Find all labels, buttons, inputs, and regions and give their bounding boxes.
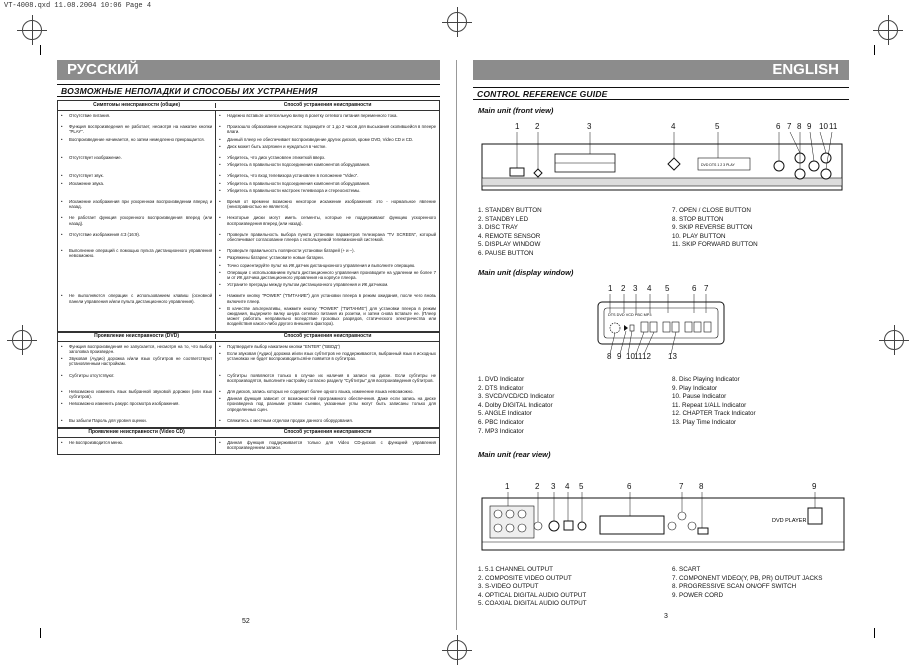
callout-number: 3 [633,284,638,293]
legend-item: 5. COAXIAL DIGITAL AUDIO OUTPUT [478,600,587,608]
rear-legend-left [478,566,587,609]
control-reference-title: CONTROL REFERENCE GUIDE [473,87,849,100]
legend-item: 6. SCART [672,566,701,573]
list-item: Невозможно изменить язык выбранной звуковой дорожки (или язык субтитров). [69,388,213,400]
legend-item: 4. REMOTE SENSOR [478,232,541,240]
legend-item: 2. COMPOSITE VIDEO OUTPUT [478,574,572,582]
legend-item: 9. SKIP REVERSE BUTTON [672,224,753,232]
table-row [58,213,439,229]
legend-item: 9. POWER CORD [672,591,724,599]
legend-item: 2. DTS Indicator [478,384,524,392]
list-item: Отсутствие питания. [69,113,111,118]
registration-mark-mid-right [884,330,904,350]
list-item: Время от времени возможно некоторое искажение изображения: это - нормальное явление (неисправностью не является). [227,199,436,210]
symptom-cell: • Функция воспроизведения не запускается, несмотря на то, что выбор заголовка произведен. • Звуковая (Аудио) дорожка и/или язык субтитров не соответствуют установленным настройкам. [61,343,213,367]
list-item: Устраните преграды между пультом дистанционного управления и ИК датчиком. [227,282,389,288]
front-view-diagram [480,132,845,192]
list-item: Произошло образование конденсата: подождите от 1 до 2 часов для высыхания скопившейся в плеере влаги. [227,124,436,135]
callout-number: 6 [776,122,781,131]
symptom-cell: • Отсутствует изображение. [58,153,215,171]
callout-number: 8 [699,482,704,491]
remedy-cell: • Для дисков, запись которых не содержит более одного языка, изменение языка невозможно. • Данная функция зависит от возможностей программного обеспечения. Даже если запись на диске произведена под разными углами съемки, указанные углы могут быть записаны только для определенных сцен. [215,387,439,416]
legend-item: 9. Play Indicator [672,384,718,392]
symptom-cell: • Вы забыли Пароль для уровня оценки. [58,416,215,427]
callout-number: 13 [668,352,677,361]
display-window-diagram [596,294,726,354]
symptom-cell: • Отсутствует звук. • Искажение звука. [58,171,215,197]
legend-item: 6. PBC Indicator [478,418,524,426]
legend-item: 4. Dolby DIGITAL Indicator [478,401,553,409]
display-legend-right [672,376,756,428]
crop-mark [40,45,41,55]
legend-item: 10. PLAY BUTTON [672,232,726,240]
remedy-cell: • Убедитесь, что вход телевизора установлен в положение "Video". • Убедитесь в правильности подсоединения компонентов оборудования. • Убедитесь в правильности настроек телевизора и стереосистемы. [215,171,439,197]
callout-number: 10 [819,122,828,131]
callout-number: 2 [621,284,626,293]
symptom-cell: • Субтитры отсутствуют. [58,371,215,387]
list-item: Вы забыли Пароль для уровня оценки. [69,417,147,423]
legend-item: 13. Play Time Indicator [672,418,737,426]
callout-number: 7 [679,482,684,491]
legend-item: 2. STANDBY LED [478,215,529,223]
table-header-vcd [58,428,439,438]
list-item: Не работает функция ускоренного воспроизведения вперед (или назад). [69,215,213,226]
rear-legend-right [672,566,822,600]
crop-mark [874,45,875,55]
list-item: Проверьте правильность выбора пункта установки параметров телеэкрана "TV SCREEN", который обеспечивает согласование плеера с используемой телевизионной системой. [227,231,436,243]
list-item: Субтитры отсутствуют. [69,372,115,378]
symptom-cell: • Не работает функция ускоренного воспроизведения вперед (или назад). [61,215,213,226]
rear-view-heading: Main unit (rear view) [478,450,551,459]
list-item: Данная функция поддерживается только для Video CD-дисков с функцией управления воспроизведением записи. [227,439,436,451]
crop-mark [874,628,875,638]
callout-number: 3 [551,482,556,491]
remedy-cell: • Убедитесь, что диск установлен этикеткой вверх. • Убедитесь в правильности подсоединения компонентов оборудования. [215,153,439,171]
col-remedies: Способ устранения неисправности [215,103,439,108]
list-item: Функция воспроизведения не запускается, несмотря на то, что выбор заголовка произведен. [69,343,213,354]
table-row [58,230,439,246]
registration-mark-top-center [447,12,467,32]
callout-number: 1 [608,284,613,293]
legend-item: 11. Repeat 1/ALL Indicator [672,401,747,409]
table-row [58,371,439,387]
list-item: Нажмите кнопку "POWER" ("ПИТАНИЕ") для установки плеера в режим ожидания, после чего вновь включите плеер. [227,293,436,304]
remedy-cell: • Время от времени возможно некоторое искажение изображения: это - нормальное явление (неисправностью не является). [215,197,439,213]
list-item: Звуковая (Аудио) дорожка и/или язык субтитров не соответствуют установленным настройкам. [69,356,213,367]
list-item: Убедитесь в правильности настроек телевизора и стереосистемы. [227,187,361,193]
legend-item: 1. 5.1 CHANNEL OUTPUT [478,566,553,573]
symptom-cell: • Функция воспроизведения не работает, несмотря на нажатие кнопки "PLAY". • Воспроизведение начинается, но затем немедленно прекращается. [61,124,213,142]
legend-item: 10. Pause Indicator [672,393,727,401]
legend-item: 3. S-VIDEO OUTPUT [478,583,539,591]
english-banner: ENGLISH [473,60,849,80]
registration-mark-right [878,20,898,40]
crop-mark [40,628,41,638]
page-divider [456,60,457,630]
list-item: Невозможно изменить ракурс просмотра изображения. [69,401,180,407]
callout-number: 8 [607,352,612,361]
callout-number: 1 [505,482,510,491]
coaxial-jack [578,522,586,530]
list-item: Точно сориентируйте пульт на ИК датчик дистанционного управления и выполните операцию. [227,262,416,268]
power-cord-socket [808,508,822,524]
legend-item: 6. PAUSE BUTTON [478,249,534,257]
troubleshooting-title: ВОЗМОЖНЫЕ НЕПОЛАДКИ И СПОСОБЫ ИХ УСТРАНЕНИЯ [57,84,440,97]
legend-item: 7. COMPONENT VIDEO(Y, PB, PR) OUTPUT JACKS [672,574,823,582]
list-item: Воспроизведение начинается, но затем немедленно прекращается. [69,136,205,142]
callout-number: 12 [642,352,651,361]
standby-button [510,168,524,176]
table-header-dvd [58,332,439,342]
table-row [58,197,439,213]
list-item: Проверьте правильность полярности установки батарей (+ и –). [227,248,355,254]
symptom-cell: • Не выполняются операции с использованием клавиш (основной панели управления и/или пульта дистанционного управления). [61,293,213,304]
list-item: Операции с использованием пульта дистанционного управления производите на удалении не более 7 м от ИК датчика дистанционного управления на корпусе плеера. [227,269,436,281]
s-video-jack [549,521,559,531]
registration-mark-mid-left [12,330,32,350]
table-row [58,153,439,171]
legend-item: 12. CHAPTER Track Indicator [672,410,756,418]
callout-number: 7 [704,284,709,293]
legend-item: 5. ANGLE Indicator [478,410,532,418]
legend-item: 8. STOP BUTTON [672,215,724,223]
callout-number: 10 [626,352,635,361]
callout-number: 1 [515,122,520,131]
table-row [58,387,439,416]
remedy-cell: • Подтвердите выбор нажатием кнопки "ENTER" ("ВВОД") • Если звуковая (Аудио) дорожка и/или язык субтитров не поддерживаются, выбранный язык в исходных установках не будет воспроизводиться/не появится в субтитрах. [215,342,439,371]
list-item: Диск может быть загрязнен и нуждаться в чистке. [227,143,327,149]
page-number-left: 52 [242,618,250,625]
list-item: Подтвердите выбор нажатием кнопки "ENTER" ("ВВОД") [227,343,340,349]
list-item: Убедитесь, что вход телевизора установлен в положение "Video". [227,173,359,179]
table-row [58,438,439,454]
list-item: Отсутствие изображения 4:3 (16:9). [69,231,140,237]
callout-number: 6 [627,482,632,491]
legend-item: 3. SVCD/VCD/CD Indicator [478,393,555,401]
display-legend-left [478,376,554,436]
list-item: Функция воспроизведения не работает, несмотря на нажатие кнопки "PLAY". [69,124,213,135]
symptom-cell: • Отсутствие питания. [58,111,215,122]
play-button [821,153,831,163]
remedy-cell: • Проверьте правильность выбора пункта установки параметров телеэкрана "TV SCREEN", который обеспечивает согласование плеера с используемой телевизионной системой. [215,230,439,246]
callout-number: 11 [634,352,643,361]
page-number-right: 3 [664,613,668,620]
list-item: Не выполняются операции с использованием клавиш (основной панели управления и/или пульта дистанционного управления). [69,293,213,304]
col-remedies-vcd: Способ устранения неисправности [215,430,439,435]
registration-mark-bottom-center [447,640,467,660]
front-legend-left [478,207,542,259]
remedy-cell: • Произошло образование конденсата: подождите от 1 до 2 часов для высыхания скопившейся в плеере влаги. • Данный плеер не обеспечивает воспроизведение других дисков, кроме DVD, Video CD и CD. • Диск может быть загрязнен и нуждаться в чистке. [215,122,439,153]
stop-button [795,169,805,179]
table-row [58,246,439,291]
callout-number: 5 [665,284,670,293]
callout-number: 7 [787,122,792,131]
list-item: Свяжитесь с местным отделом продаж данного оборудования. [227,417,353,423]
display-window-heading: Main unit (display window) [478,268,574,277]
callout-number: 2 [535,482,540,491]
callout-number: 5 [715,122,720,131]
list-item: Искажение звука. [69,180,105,186]
legend-item: 4. OPTICAL DIGITAL AUDIO OUTPUT [478,591,587,599]
front-legend-right [672,207,758,250]
front-panel-label: DVD DTS 1 2 3 PLAY [701,163,735,167]
remedy-cell: • Надежно вставьте штепсельную вилку в розетку сетевого питания переменного тока. [215,111,439,122]
symptom-cell: • Искажение изображения при ускоренном воспроизведении вперед и назад. [61,199,213,210]
file-header: VT-4008.qxd 11.08.2004 10:06 Page 4 [4,2,152,10]
list-item: Данная функция зависит от возможностей программного обеспечения. Даже если запись на диске произведена под разными углами съемки, указанные углы могут быть записаны только для определенных сцен. [227,396,436,412]
callout-number: 9 [812,482,817,491]
list-item: Для дисков, запись которых не содержит более одного языка, изменение языка невозможно. [227,388,414,394]
legend-item: 8. Disc Playing Indicator [672,376,740,383]
legend-item: 3. DISC TRAY [478,224,519,232]
callout-number: 5 [579,482,584,491]
table-row [58,122,439,153]
remedy-cell: • Некоторые диски могут иметь сегменты, которые не поддерживают функцию ускоренного воспроизведения вперед (или назад). [215,213,439,229]
legend-item: 1. STANDBY BUTTON [478,207,542,214]
list-item: Надежно вставьте штепсельную вилку в розетку сетевого питания переменного тока. [227,113,398,118]
legend-item: 7. MP3 Indicator [478,427,524,435]
list-item: Отсутствует звук. [69,173,104,179]
col-remedies-dvd: Способ устранения неисправности [215,334,439,339]
callout-number: 3 [587,122,592,131]
russian-banner: РУССКИЙ [57,60,440,80]
display-window-labels: DTS DVD VCD PBC MP3 [608,313,652,317]
list-item: Некоторые диски могут иметь сегменты, которые не поддерживают функцию ускоренного воспроизведения вперед (или назад). [227,215,436,226]
front-view-heading: Main unit (front view) [478,106,554,115]
col-symptoms-dvd: Проявление неисправности (DVD) [94,333,180,340]
callout-number: 11 [829,122,838,131]
vcd-rows [58,438,439,454]
callout-number: 4 [647,284,652,293]
dvd-rows [58,342,439,428]
col-symptoms: Симптомы неисправности (общие) [93,101,181,108]
callout-number: 4 [565,482,570,491]
symptom-cell: • Отсутствие изображения 4:3 (16:9). [58,230,215,246]
remedy-cell: • Субтитры появляются только в случае их наличия в записи на диске. Если субтитры не воспроизводятся, выполните настройку согласно разделу "Субтитры" для воспроизведения субтитров. [215,371,439,387]
symptom-cell: • Выполнение операций с помощью пульта дистанционного управления невозможно. [61,248,213,259]
legend-item: 8. PROGRESSIVE SCAN ON/OFF SWITCH [672,583,797,591]
table-row [58,416,439,427]
callout-number: 9 [617,352,622,361]
list-item: Искажение изображения при ускоренном воспроизведении вперед и назад. [69,199,213,210]
rear-view-diagram [480,492,846,554]
list-item: Выполнение операций с помощью пульта дистанционного управления невозможно. [69,248,213,259]
table-row [58,171,439,197]
list-item: Субтитры появляются только в случае их наличия в записи на диске. Если субтитры не воспроизводятся, выполните настройку согласно разделу "Субтитры" для воспроизведения субтитров. [227,372,436,383]
list-item: Если звуковая (Аудио) дорожка и/или язык субтитров не поддерживаются, выбранный язык в исходных установках не будет воспроизводиться/не появится в субтитрах. [227,350,436,362]
symptom-cell: • Не воспроизводится меню. [58,438,215,454]
list-item: Данный плеер не обеспечивает воспроизведение других дисков, кроме DVD, Video CD и CD. [227,136,414,142]
remedy-cell: • Данная функция поддерживается только для Video CD-дисков с функцией управления воспроизведением записи. [215,438,439,454]
scart-connector [600,516,664,534]
table-row [58,111,439,122]
list-item: Убедитесь, что диск установлен этикеткой вверх. [227,155,326,161]
list-item: Не воспроизводится меню. [69,439,124,445]
callout-number: 4 [671,122,676,131]
registration-mark-left [22,20,42,40]
rear-panel-label: DVD PLAYER [772,518,807,524]
pause-button [774,161,784,171]
list-item: Убедитесь в правильности подсоединения компонентов оборудования. [227,162,371,168]
progressive-switch [698,528,708,534]
remedy-cell: • Нажмите кнопку "POWER" ("ПИТАНИЕ") для установки плеера в режим ожидания, после чего вновь включите плеер. • В качестве альтернативы, нажмите кнопку "POWER" ("ПИТАНИЕ") для установки плеера в режим ожидания, выдерните вилку шнура сетевого питания из розетки, и затем снова вставьте ее. (Плеер может работать неправильно вследствие грозовых разрядов, статического электричества или воздействия какого-либо другого внешнего фактора). [215,291,439,330]
optical-jack [564,521,573,530]
skip-forward-button [821,169,831,179]
callout-number: 9 [807,122,812,131]
list-item: Разряжены батареи: установите новые батареи. [227,255,324,261]
callout-number: 2 [535,122,540,131]
legend-item: 7. OPEN / CLOSE BUTTON [672,207,751,214]
table-row [58,291,439,330]
callout-number: 8 [797,122,802,131]
remedy-cell: • Проверьте правильность полярности установки батарей (+ и –). • Разряжены батареи: установите новые батареи. • Точно сориентируйте пульт на ИК датчик дистанционного управления и выполните операцию. • Операции с использованием пульта дистанционного управления производите на удалении не более 7 м от ИК датчика дистанционного управления на корпусе плеера. • Устраните преграды между пультом дистанционного управления и ИК датчиком. [215,246,439,291]
callout-number: 6 [692,284,697,293]
legend-item: 5. DISPLAY WINDOW [478,241,541,249]
general-rows [58,111,439,332]
legend-item: 11. SKIP FORWARD BUTTON [672,241,758,249]
col-symptoms-vcd: Проявление неисправности (Video CD) [88,429,185,436]
skip-reverse-button [809,161,819,171]
table-row [58,342,439,371]
symptom-cell: • Невозможно изменить язык выбранной звуковой дорожки (или язык субтитров). • Невозможно изменить ракурс просмотра изображения. [61,388,213,407]
front-lower-band [482,178,842,186]
troubleshooting-table [57,100,440,455]
table-header-general [58,101,439,111]
list-item: Убедитесь в правильности подсоединения компонентов оборудования. [227,180,371,186]
remedy-cell: • Свяжитесь с местным отделом продаж данного оборудования. [215,416,439,427]
list-item: В качестве альтернативы, нажмите кнопку "POWER" ("ПИТАНИЕ") для установки плеера в режим ожидания, выдерните вилку шнура сетевого питания из розетки, и затем снова вставьте ее. (Плеер может работать неправильно вследствие грозовых разрядов, статического электричества или воздействия какого-либо другого внешнего фактора). [227,305,436,327]
legend-item: 1. DVD Indicator [478,376,525,383]
list-item: Отсутствует изображение. [69,155,122,161]
